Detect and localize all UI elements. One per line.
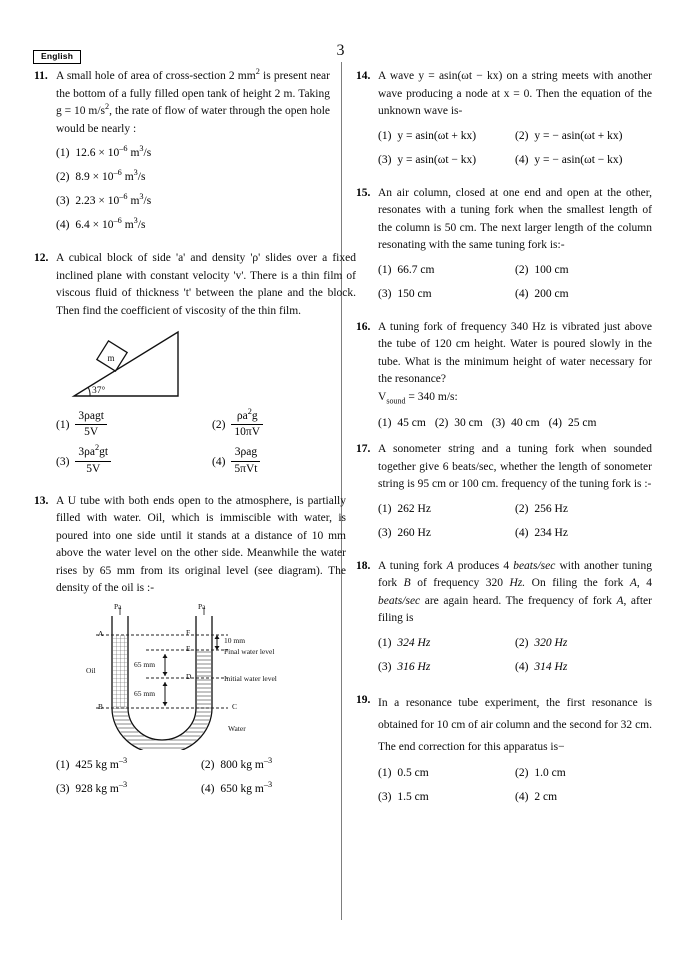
option-1[interactable]: [378, 765, 515, 782]
question-19: [352, 692, 652, 813]
option-1[interactable]: [56, 757, 201, 774]
option-text: 262 Hz: [397, 502, 431, 515]
option-text: 200 cm: [534, 287, 569, 300]
option-label: (4): [212, 455, 226, 468]
option-text: 314 Hz: [534, 660, 568, 673]
point-a-label: A: [98, 628, 104, 638]
question-body: [56, 493, 346, 805]
option-label: (3): [56, 455, 70, 468]
option-text: 316 Hz: [397, 660, 431, 673]
option-label: (3): [378, 153, 392, 166]
water-label: Water: [228, 723, 246, 733]
question-13: [30, 493, 346, 805]
option-2[interactable]: [201, 757, 346, 774]
option-4[interactable]: [515, 152, 652, 169]
option-label: (4): [515, 153, 529, 166]
option-text: $8.9 \times 10^{-6}$ $m^3/s$: [75, 168, 146, 183]
option-2[interactable]: [515, 765, 652, 782]
pa-left-label: Pa: [114, 601, 122, 611]
point-b-label: B: [98, 701, 104, 711]
option-text: 45 cm: [397, 417, 426, 429]
option-label: (2): [212, 419, 226, 432]
option-label: (2): [515, 766, 529, 779]
question-number: 16.: [356, 320, 371, 333]
option-1[interactable]: [378, 501, 515, 518]
option-4[interactable]: [212, 447, 356, 476]
option-text: 260 Hz: [397, 526, 431, 539]
option-2[interactable]: [212, 407, 356, 440]
option-2[interactable]: [515, 262, 652, 279]
option-text: 150 cm: [397, 287, 432, 300]
options-list: [378, 262, 652, 303]
option-1[interactable]: [378, 635, 515, 652]
sixtyfive-mm-upper-label: 65 mm: [134, 659, 156, 669]
option-fraction: [231, 407, 263, 439]
question-body: [378, 441, 652, 549]
question-body: [56, 68, 330, 241]
option-label: (4): [515, 287, 529, 300]
option-4[interactable]: [201, 781, 346, 798]
fraction-numerator: $\rho a^2g$: [231, 410, 263, 425]
question-number: 11.: [34, 70, 48, 82]
option-text: 324 Hz: [397, 636, 431, 649]
option-3[interactable]: [492, 415, 540, 432]
question-14: [352, 68, 652, 176]
angle-label: 37°: [92, 386, 106, 396]
fraction-denominator: 5V: [86, 462, 101, 475]
fraction-denominator: 5πVt: [234, 462, 258, 475]
fraction-numerator: 3ρag: [231, 446, 260, 461]
option-text: y = asin(ωt − kx): [397, 153, 477, 166]
question-number: 14.: [356, 70, 371, 82]
question-16: [352, 319, 652, 433]
option-fraction: [75, 410, 107, 439]
option-4[interactable]: [56, 217, 330, 234]
language-badge: English: [33, 50, 81, 64]
options-list: [378, 415, 652, 432]
option-label: (1): [56, 419, 70, 432]
right-question-column: [352, 68, 652, 822]
initial-water-level-label: Initial water level: [224, 673, 277, 683]
option-4[interactable]: [515, 525, 652, 542]
question-body: [378, 68, 652, 176]
option-3[interactable]: [378, 789, 515, 806]
option-3[interactable]: [378, 286, 515, 303]
option-label: (1): [56, 758, 70, 771]
option-text: 66.7 cm: [397, 263, 435, 276]
option-text: 800 kg $m^{-3}$: [220, 756, 273, 771]
final-water-level-label: Final water level: [224, 646, 275, 656]
question-body: [378, 319, 652, 433]
fraction-denominator: 5V: [84, 426, 99, 439]
option-label: (4): [515, 790, 529, 803]
option-label: (3): [378, 790, 392, 803]
option-1[interactable]: [378, 415, 426, 432]
options-list: [378, 765, 652, 806]
question-18: [352, 558, 652, 683]
option-label: (1): [378, 417, 392, 429]
question-body: [378, 558, 652, 683]
option-text: y = − asin(ωt − kx): [534, 153, 623, 166]
option-4[interactable]: [515, 789, 652, 806]
option-2[interactable]: [515, 501, 652, 518]
option-1[interactable]: [56, 145, 330, 162]
option-text: $6.4 \times 10^{-6}$ $m^3/s$: [75, 216, 146, 231]
question-15: [352, 185, 652, 310]
option-label: (4): [515, 660, 529, 673]
option-label: (4): [201, 782, 215, 795]
option-4[interactable]: [515, 659, 652, 676]
option-text: 256 Hz: [534, 502, 568, 515]
option-4[interactable]: [515, 286, 652, 303]
left-question-column: [30, 67, 356, 814]
question-number: 13.: [34, 494, 49, 507]
option-1[interactable]: [378, 262, 515, 279]
option-text: y = − asin(ωt + kx): [534, 129, 623, 142]
option-text: $12.6 \times 10^{-6}$ $m^3/s$: [75, 144, 152, 159]
option-fraction: [75, 443, 111, 475]
question-body: [56, 250, 356, 484]
point-f-label: F: [186, 627, 191, 637]
ten-mm-label: 10 mm: [224, 635, 246, 645]
point-c-label: C: [232, 701, 238, 711]
option-3[interactable]: [378, 659, 515, 676]
question-text: A tuning fork of frequency 340 Hz is vibrated just above the tube of 120 cm height. Water is poured slowly in the tube. What is the minimum height of water necessary for the resonance?: [378, 320, 652, 385]
question-17: [352, 441, 652, 549]
question-text: In a resonance tube experiment, the first resonance is obtained for 10 cm of air column and the second for 32 cm. The end correction for this apparatus is−: [378, 696, 652, 753]
pa-right-label: Pa: [198, 601, 206, 611]
question-number: 17.: [356, 443, 371, 455]
options-list: [378, 128, 652, 169]
question-given-value: $V_{sound} = 340$ m/s:: [378, 390, 458, 405]
option-label: (3): [56, 195, 70, 207]
option-label: (1): [378, 263, 392, 276]
question-body: [378, 185, 652, 310]
option-label: (3): [56, 782, 70, 795]
option-label: (3): [378, 660, 392, 673]
option-label: (4): [548, 417, 562, 429]
question-text: A sonometer string and a tuning fork when sounded together give 6 beats/sec, whether the length of sonometer string is 95 cm or 100 cm. frequency of the tuning fork is :-: [378, 443, 652, 490]
option-1[interactable]: [378, 128, 515, 145]
option-label: (4): [56, 219, 70, 231]
point-e-label: E: [186, 643, 191, 653]
option-label: (1): [378, 129, 392, 142]
option-text: 2 cm: [534, 790, 558, 803]
option-text: 0.5 cm: [397, 766, 429, 779]
u-tube-diagram: [56, 602, 346, 750]
option-label: (2): [515, 636, 529, 649]
question-number: 19.: [356, 693, 371, 706]
option-4[interactable]: [549, 415, 597, 432]
question-text: A small hole of area of cross-section 2 $mm^2$ is present near the bottom of a fully filled open tank of height 2 m. Taking g = 10 $m/s^2$, the rate of flow of water through the open hole would be nearly :: [56, 67, 330, 135]
option-text: 234 Hz: [534, 526, 568, 539]
option-label: (3): [491, 417, 506, 429]
options-list: [56, 145, 330, 234]
option-label: (1): [378, 502, 392, 515]
options-list: [378, 501, 652, 542]
option-text: 1.0 cm: [534, 766, 566, 779]
option-2[interactable]: [515, 635, 652, 652]
sixtyfive-mm-lower-label: 65 mm: [134, 688, 156, 698]
option-label: (2): [56, 171, 70, 183]
options-list: [378, 635, 652, 676]
option-text: 1.5 cm: [397, 790, 429, 803]
fraction-numerator: $3\rho a^2gt$: [75, 446, 111, 461]
question-text: A cubical block of side 'a' and density 'ρ' slides over a fixed inclined plane with constant velocity 'v'. There is a thin film of viscous fluid of thickness 't' between the plane and the block. Then find the coefficient of viscosity of the thin film.: [56, 252, 356, 317]
option-fraction: [231, 446, 260, 475]
question-text: A wave y = asin(ωt − kx) on a string meets with another wave producing a node at x = 0. Then the equation of the unknown wave is-: [378, 70, 652, 117]
option-text: 650 kg $m^{-3}$: [220, 780, 273, 795]
question-number: 15.: [356, 186, 371, 199]
option-label: (1): [378, 766, 392, 779]
fraction-numerator: 3ρagt: [75, 410, 107, 425]
option-2[interactable]: [435, 415, 483, 432]
option-text: 40 cm: [511, 417, 540, 429]
option-3[interactable]: [56, 781, 201, 798]
question-number: 12.: [34, 252, 49, 264]
option-label: (3): [378, 287, 392, 300]
option-3[interactable]: [378, 525, 515, 542]
option-3[interactable]: [56, 193, 330, 210]
option-text: $2.23 \times 10^{-6}$ $m^3/s$: [75, 192, 152, 207]
question-text: An air column, closed at one end and open at the other, resonates with a tuning fork when the smallest length of the column is 50 cm. The next larger length of the column resonating with the same tuning fork is:-: [378, 186, 652, 251]
option-text: y = asin(ωt + kx): [397, 129, 477, 142]
options-list: [56, 757, 346, 798]
option-label: (4): [515, 526, 529, 539]
option-label: (2): [515, 502, 529, 515]
option-text: 320 Hz: [534, 636, 568, 649]
option-1[interactable]: [56, 411, 212, 440]
option-2[interactable]: [515, 128, 652, 145]
inclined-plane-diagram: [56, 326, 356, 404]
option-2[interactable]: [56, 169, 330, 186]
page-number: 3: [336, 42, 345, 59]
option-label: (2): [515, 263, 529, 276]
option-label: (2): [201, 758, 215, 771]
question-text: A U tube with both ends open to the atmosphere, is partially filled with water. Oil, which is immiscible with water, is poured into one side until it stands at a distance of 10 mm above the water level on the other side. Meanwhile the water rises by 65 mm from its original level (see diagram). The density of the oil is :-: [56, 494, 346, 595]
option-label: (1): [378, 636, 392, 649]
options-list: [56, 407, 356, 477]
question-text: A tuning fork A produces 4 beats/sec with another tuning fork B of frequency 320 Hz. On filing the fork A, 4 beats/sec are again heard. The frequency of fork A, after filing is: [378, 559, 652, 624]
option-text: 425 kg $m^{-3}$: [75, 756, 128, 771]
question-number: 18.: [356, 559, 371, 572]
question-body: [378, 692, 652, 813]
question-12: [30, 250, 356, 484]
question-11: [30, 68, 330, 241]
option-text: 25 cm: [568, 417, 597, 429]
option-text: 928 kg $m^{-3}$: [75, 780, 128, 795]
option-label: (3): [378, 526, 392, 539]
option-3[interactable]: [56, 443, 212, 476]
option-label: (1): [56, 147, 70, 159]
option-text: 30 cm: [454, 417, 483, 429]
option-3[interactable]: [378, 152, 515, 169]
block-label: m: [107, 353, 115, 363]
option-label: (2): [434, 417, 449, 429]
option-text: 100 cm: [534, 263, 569, 276]
fraction-denominator: 10πV: [234, 426, 261, 439]
option-label: (2): [515, 129, 529, 142]
point-d-label: D: [186, 671, 192, 681]
oil-label: Oil: [86, 665, 96, 675]
